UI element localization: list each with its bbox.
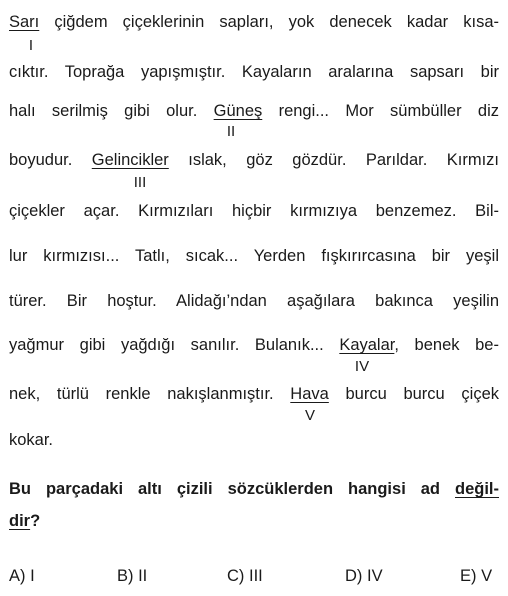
underlined-word-3: Gelincikler: [91, 151, 169, 169]
underlined-word-2: Güneş: [213, 102, 263, 120]
option-d[interactable]: D) IV: [345, 567, 383, 585]
underlined-word-4: Kayalar: [339, 336, 395, 354]
passage-line-3: halı serilmiş gibi olur. Güneş rengi... Mor sümbüller diz: [9, 102, 499, 120]
question-underlined-suffix: dir: [9, 512, 31, 530]
option-b[interactable]: B) II: [117, 567, 148, 585]
passage-line-2: cıktır. Toprağa yapışmıştır. Kayaların aralarına sapsarı bir: [9, 63, 499, 81]
question-line-1: Bu parçadaki altı çizili sözcüklerden hangisi ad değil-: [9, 480, 499, 498]
passage-line-7: türer. Bir hoştur. Alidağı’ndan aşağılara bakınca yeşilin: [9, 292, 499, 310]
passage-line-6: lur kırmızısı... Tatlı, sıcak... Yerden fışkırırcasına bir yeşil: [9, 247, 499, 265]
passage-line-4: boyudur. Gelincikler ıslak, göz gözdür. Parıldar. Kırmızı: [9, 151, 500, 169]
answer-options: [0, 566, 508, 588]
passage-line-1: Sarı çiğdem çiçeklerinin sapları, yok denecek kadar kısa-: [9, 13, 499, 31]
roman-marker-5: V: [304, 407, 315, 424]
option-e[interactable]: E) V: [460, 567, 493, 585]
underlined-word-5: Hava: [290, 385, 329, 403]
question-underlined-word: değil-: [455, 480, 499, 498]
roman-marker-1: I: [28, 37, 34, 54]
roman-marker-3: III: [133, 174, 147, 191]
option-a[interactable]: A) I: [9, 567, 35, 585]
passage-line-10: kokar.: [9, 431, 54, 449]
roman-marker-4: IV: [354, 358, 370, 375]
question-line-2: dir?: [9, 512, 41, 530]
underlined-word-1: Sarı: [9, 13, 40, 31]
passage-line-9: nek, türlü renkle nakışlanmıştır. Hava burcu burcu çiçek: [9, 385, 499, 403]
passage-line-5: çiçekler açar. Kırmızıları hiçbir kırmızıya benzemez. Bil-: [9, 202, 499, 220]
roman-marker-2: II: [226, 123, 236, 140]
passage-line-8: yağmur gibi yağdığı sanılır. Bulanık... Kayalar, benek be-: [9, 336, 499, 354]
option-c[interactable]: C) III: [227, 567, 263, 585]
